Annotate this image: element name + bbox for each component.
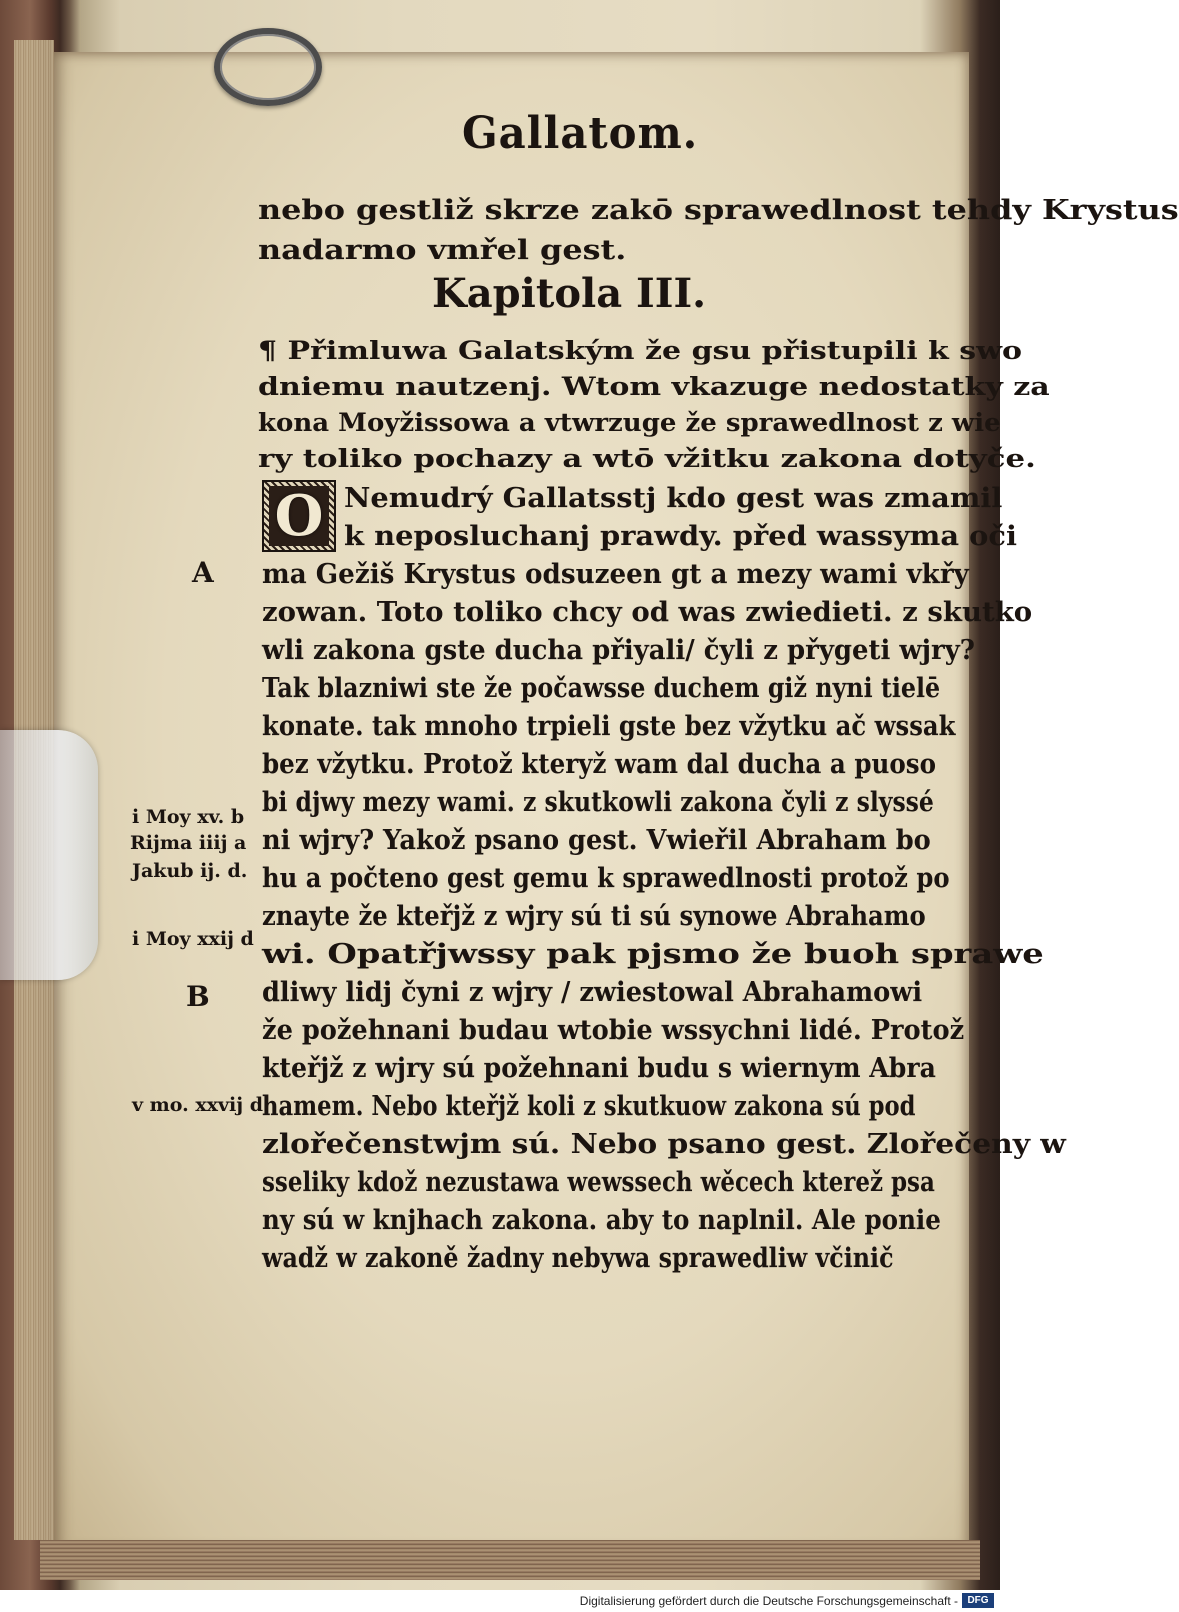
body-line-5: wli zakona gste ducha přiyali/ čyli z přygeti wjry? bbox=[262, 635, 975, 666]
body-line-18: zlořečenstwjm sú. Nebo psano gest. Zlořečeny w bbox=[262, 1129, 1066, 1160]
book-bottom-edge bbox=[40, 1540, 980, 1580]
intro-line-2: nadarmo vmřel gest. bbox=[258, 235, 627, 266]
body-line-14: dliwy lidj čyni z wjry / zwiestowal Abrahamowi bbox=[262, 977, 923, 1008]
body-line-19: sseliky kdož nezustawa wewssech wěcech kterež psa bbox=[262, 1167, 935, 1198]
body-line-2: k neposluchanj prawdy. před wassyma oči bbox=[344, 521, 1017, 552]
body-line-6: Tak blazniwi ste že počawsse duchem giž nyni tielē bbox=[262, 673, 941, 704]
body-line-20: ny sú w knjhach zakona. aby to naplnil. Ale ponie bbox=[262, 1205, 941, 1236]
margin-ref-4: i Moy xxij d bbox=[132, 928, 254, 950]
summary-line-2: dniemu nautzenj. Wtom vkazuge nedostatky za bbox=[258, 372, 1050, 401]
body-line-7: konate. tak mnoho trpieli gste bez vžytku ač wssak bbox=[262, 711, 956, 742]
body-line-9: bi djwy mezy wami. z skutkowli zakona čyli z slyssé bbox=[262, 787, 934, 818]
body-line-13: wi. Opatřjwssy pak pjsmo že buoh sprawe bbox=[262, 939, 1044, 970]
margin-ref-1: i Moy xv. b bbox=[132, 806, 245, 828]
margin-letter-b: B bbox=[186, 980, 210, 1013]
intro-line-1: nebo gestliž skrze zakō sprawedlnost tehdy Krystus bbox=[258, 195, 1179, 226]
page-clip bbox=[0, 730, 98, 980]
body-line-11: hu a počteno gest gemu k sprawedlnosti protož po bbox=[262, 863, 950, 894]
body-line-17: hamem. Nebo kteřjž koli z skutkuow zakona sú pod bbox=[262, 1091, 916, 1122]
running-head: Gallatom. bbox=[462, 108, 699, 159]
body-line-10: ni wjry? Yakož psano gest. Vwieřil Abraham bo bbox=[262, 825, 931, 856]
body-line-16: kteřjž z wjry sú požehnani budu s wiernym Abra bbox=[262, 1053, 936, 1084]
footer-credit: Digitalisierung gefördert durch die Deutsche Forschungsgemeinschaft - bbox=[579, 1594, 958, 1608]
body-line-1: Nemudrý Gallatsstj kdo gest was zmamil bbox=[344, 483, 1003, 514]
margin-ref-5: v mo. xxvij d bbox=[132, 1094, 264, 1116]
summary-line-1: ¶ Přimluwa Galatským že gsu přistupili k swo bbox=[258, 336, 1023, 365]
body-line-12: znayte že kteřjž z wjry sú ti sú synowe Abrahamo bbox=[262, 901, 926, 932]
binder-ring bbox=[214, 28, 322, 106]
margin-letter-a: A bbox=[192, 556, 214, 589]
body-line-3: ma Gežiš Krystus odsuzeen gt a mezy wami vkřy bbox=[262, 559, 969, 590]
initial-letter: O bbox=[269, 486, 330, 546]
margin-ref-3: Jakub ij. d. bbox=[132, 860, 248, 882]
footer-bar bbox=[0, 1590, 1000, 1612]
body-line-21: wadž w zakoně žadny nebywa sprawedliw včinič bbox=[262, 1243, 894, 1274]
chapter-heading: Kapitola III. bbox=[432, 270, 707, 317]
dfg-logo-icon: DFG bbox=[962, 1593, 994, 1608]
margin-ref-2: Rijma iiij a bbox=[130, 832, 247, 854]
body-line-8: bez vžytku. Protož kteryž wam dal ducha a puoso bbox=[262, 749, 937, 780]
body-line-4: zowan. Toto toliko chcy od was zwiedieti. z skutko bbox=[262, 597, 1033, 628]
summary-line-4: ry toliko pochazy a wtō vžitku zakona dotyče. bbox=[258, 444, 1036, 473]
decorated-initial bbox=[262, 480, 336, 552]
summary-line-3: kona Moyžissowa a vtwrzuge že sprawedlnost z wie bbox=[258, 408, 1001, 437]
body-line-15: že požehnani budau wtobie wssychni lidé. Protož bbox=[262, 1015, 965, 1046]
